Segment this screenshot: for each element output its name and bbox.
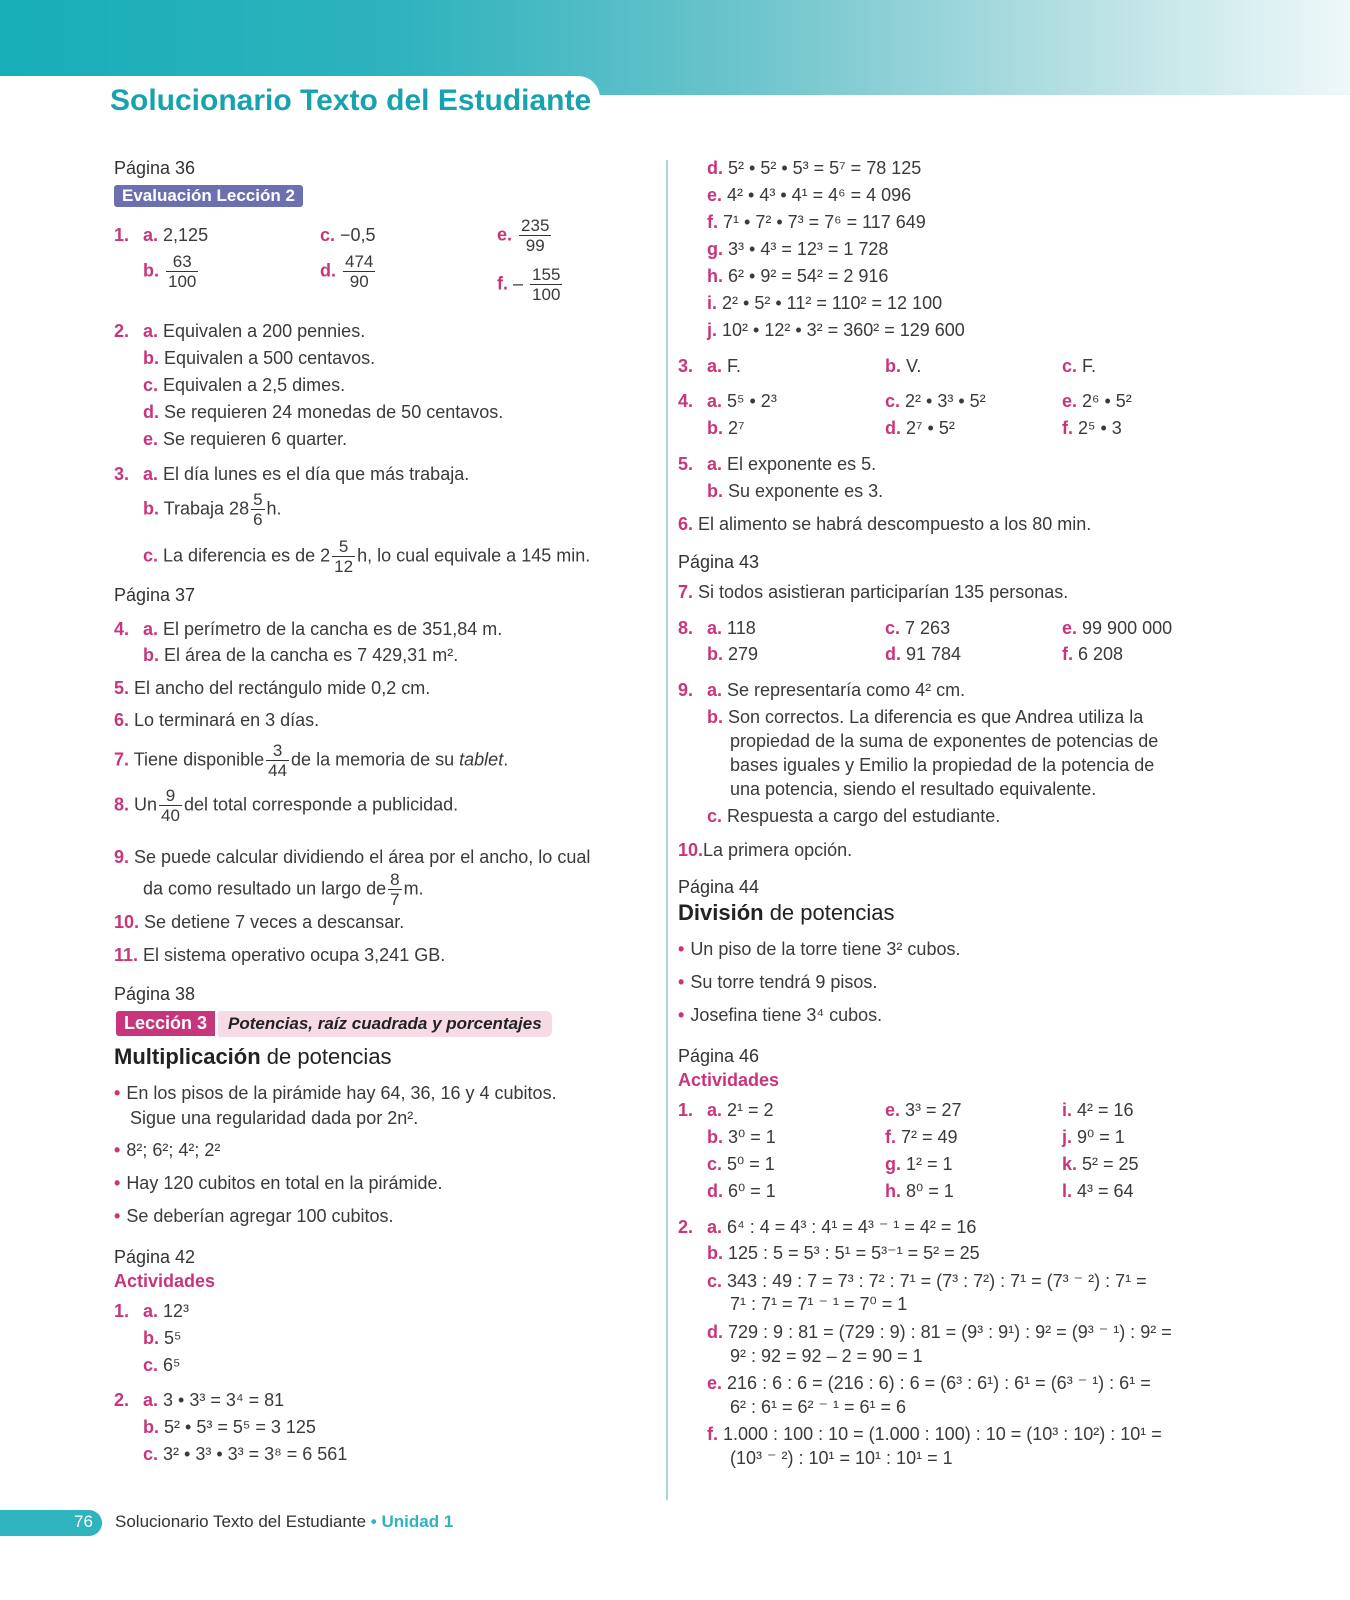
bullet-item: • Se deberían agregar 100 cubitos. [114,1206,394,1226]
r4b: b. 2⁷ [707,418,745,438]
r9b-line: una potencia, siendo el resultado equivalente. [730,779,1097,799]
r8f: f. 6 208 [1062,644,1124,664]
r46-1c: c. 5⁰ = 1 [707,1154,775,1174]
r3b: b. V. [885,356,922,376]
r46-1g: g. 1² = 1 [885,1154,953,1174]
page-label-44: Página 44 [678,877,760,897]
q4a: a. El perímetro de la cancha es de 351,84 m. [143,619,503,639]
r46-2b: b. 125 : 5 = 5³ : 5¹ = 5³⁻¹ = 5² = 25 [707,1243,980,1263]
page-label-46: Página 46 [678,1046,760,1066]
r7: 7. Si todos asistieran participarían 135 personas. [678,582,1069,602]
r46-1i: i. 4² = 16 [1062,1100,1134,1120]
q3b: b. Trabaja 28 $\frac{5}{6}$ h. [143,490,282,529]
r8c: c. 7 263 [885,618,951,638]
r4e: e. 2⁶ • 5² [1062,391,1132,411]
q2d: d. Se requieren 24 monedas de 50 centavos. [143,402,504,422]
bullet-item: • Hay 120 cubitos en total en la pirámide. [114,1173,443,1193]
q-number: 3. [114,464,130,484]
activities-heading: Actividades [678,1070,780,1090]
q-number: 4. [678,391,694,411]
r46-1j: j. 9⁰ = 1 [1062,1127,1125,1147]
lesson-badge: Evaluación Lección 2 [114,185,303,207]
page-number: 76 [74,1512,93,1531]
bullet-item: • Su torre tendrá 9 pisos. [678,972,878,992]
r3c: c. F. [1062,356,1097,376]
r46-2c-line: 7¹ : 7¹ = 7¹ ⁻ ¹ = 7⁰ = 1 [730,1294,908,1314]
q-number: 2. [114,1390,130,1410]
q9-line1: 9. Se puede calcular dividiendo el área por el ancho, lo cual [114,847,591,867]
q-number: 3. [678,356,694,376]
page-label-38: Página 38 [114,984,196,1004]
section-heading-div: División de potencias [678,900,895,925]
r9b-line: bases iguales y Emilio la propiedad de la potencia de [730,755,1155,775]
r5a: a. El exponente es 5. [707,454,877,474]
footer-text: Solucionario Texto del Estudiante • Unidad 1 [115,1512,454,1531]
r46-1b: b. 3⁰ = 1 [707,1127,776,1147]
q-number: 8. [678,618,694,638]
page-label-36: Página 36 [114,158,196,178]
r6: 6. El alimento se habrá descompuesto a los 80 min. [678,514,1092,534]
page-label-37: Página 37 [114,585,196,605]
r2h: h. 6² • 9² = 54² = 2 916 [707,266,889,286]
r46-1k: k. 5² = 25 [1062,1154,1139,1174]
q2b: b. Equivalen a 500 centavos. [143,348,376,368]
q10: 10. Se detiene 7 veces a descansar. [114,912,405,932]
q42-1c: c. 6⁵ [143,1355,181,1375]
r8e: e. 99 900 000 [1062,618,1173,638]
q42-1b: b. 5⁵ [143,1328,182,1348]
q5: 5. El ancho del rectángulo mide 0,2 cm. [114,678,431,698]
r8d: d. 91 784 [885,644,962,664]
r2g: g. 3³ • 4³ = 12³ = 1 728 [707,239,889,259]
r46-2f-line: (10³ ⁻ ²) : 10¹ = 10¹ : 10¹ = 1 [730,1448,953,1468]
bullet-item: • En los pisos de la pirámide hay 64, 36, 16 y 4 cubitos. [114,1083,557,1103]
q1c: c. −0,5 [320,225,376,245]
q-number: 9. [678,680,694,700]
q3c: c. La diferencia es de 2 $\frac{5}{12}$ h, lo cual equivale a 145 min. [143,537,591,576]
r46-1a: a. 2¹ = 2 [707,1100,774,1120]
lesson-3-badge: Lección 3 [116,1011,215,1036]
q-number: 1. [114,1301,130,1321]
r46-2e-line: 6² : 6¹ = 6² ⁻ ¹ = 6¹ = 6 [730,1397,907,1417]
r10: 10.La primera opción. [678,840,853,860]
r2e: e. 4² • 4³ • 4¹ = 4⁶ = 4 096 [707,185,912,205]
q1b: b. $\frac{63}{100}$ [143,252,197,291]
q4b: b. El área de la cancha es 7 429,31 m². [143,645,459,665]
r9b-line: propiedad de la suma de exponentes de potencias de [730,731,1159,751]
r46-1l: l. 4³ = 64 [1062,1181,1134,1201]
q2c: c. Equivalen a 2,5 dimes. [143,375,346,395]
page-label-42: Página 42 [114,1247,196,1267]
r9b: b. Son correctos. La diferencia es que Andrea utiliza la [707,707,1144,727]
r46-1e: e. 3³ = 27 [885,1100,962,1120]
r46-2c: c. 343 : 49 : 7 = 7³ : 7² : 7¹ = (7³ : 7²) : 7¹ = (7³ ⁻ ²) : 7¹ = [707,1271,1147,1291]
q42-2b: b. 5² • 5³ = 5⁵ = 3 125 [143,1417,316,1437]
q6: 6. Lo terminará en 3 días. [114,710,320,730]
r4d: d. 2⁷ • 5² [885,418,955,438]
q-number: 2. [678,1217,694,1237]
lesson-3-title: Potencias, raíz cuadrada y porcentajes [218,1011,552,1037]
q42-2c: c. 3² • 3³ • 3³ = 3⁸ = 6 561 [143,1444,348,1464]
q42-1a: a. 12³ [143,1301,190,1321]
r9c: c. Respuesta a cargo del estudiante. [707,806,1001,826]
q-number: 2. [114,321,130,341]
page-label-43: Página 43 [678,552,760,572]
r2i: i. 2² • 5² • 11² = 110² = 12 100 [707,293,943,313]
column-divider [666,160,668,1500]
q9-line2: da como resultado un largo de $\frac{8}{7}$ m. [143,870,424,909]
r8b: b. 279 [707,644,759,664]
q-number: 1. [678,1100,694,1120]
bullet-item: • Josefina tiene 3⁴ cubos. [678,1005,883,1025]
r46-2d-line: 9² : 92 = 92 – 2 = 90 = 1 [730,1346,923,1366]
q1d: d. $\frac{474}{90}$ [320,252,374,291]
r46-2d: d. 729 : 9 : 81 = (729 : 9) : 81 = (9³ : 9¹) : 9² = (9³ ⁻ ¹) : 9² = [707,1322,1172,1342]
q8: 8. Un $\frac{9}{40}$ del total corresponde a publicidad. [114,786,459,825]
r4a: a. 5⁵ • 2³ [707,391,777,411]
r46-2f: f. 1.000 : 100 : 10 = (1.000 : 100) : 10 = (10³ : 10²) : 10¹ = [707,1424,1162,1444]
q1e: e. $\frac{235}{99}$ [497,216,550,255]
section-heading-mult: Multiplicación de potencias [114,1044,392,1069]
bullet-continuation: Sigue una regularidad dada por 2n². [130,1108,419,1128]
q3a: a. El día lunes es el día que más trabaja. [143,464,470,484]
q1a: a. 2,125 [143,225,209,245]
r46-1d: d. 6⁰ = 1 [707,1181,776,1201]
q1f: f. – $\frac{155}{100}$ [497,265,561,304]
q-number: 4. [114,619,130,639]
r9a: a. Se representaría como 4² cm. [707,680,966,700]
r2j: j. 10² • 12² • 3² = 360² = 129 600 [707,320,965,340]
r46-2a: a. 6⁴ : 4 = 4³ : 4¹ = 4³ ⁻ ¹ = 4² = 16 [707,1217,977,1237]
bullet-item: • 8²; 6²; 4²; 2² [114,1140,221,1160]
r4c: c. 2² • 3³ • 5² [885,391,986,411]
q2e: e. Se requieren 6 quarter. [143,429,348,449]
bullet-item: • Un piso de la torre tiene 3² cubos. [678,939,961,959]
q-number: 5. [678,454,694,474]
r5b: b. Su exponente es 3. [707,481,884,501]
r8a: a. 118 [707,618,756,638]
page-title: Solucionario Texto del Estudiante [110,84,592,117]
r46-2e: e. 216 : 6 : 6 = (216 : 6) : 6 = (6³ : 6¹) : 6¹ = (6³ ⁻ ¹) : 6¹ = [707,1373,1151,1393]
activities-heading: Actividades [114,1271,216,1291]
r46-1h: h. 8⁰ = 1 [885,1181,954,1201]
r46-1f: f. 7² = 49 [885,1127,958,1147]
q2a: a. Equivalen a 200 pennies. [143,321,366,341]
q-number: 1. [114,225,130,245]
r4f: f. 2⁵ • 3 [1062,418,1122,438]
r3a: a. F. [707,356,742,376]
r2f: f. 7¹ • 7² • 7³ = 7⁶ = 117 649 [707,212,926,232]
q42-2a: a. 3 • 3³ = 3⁴ = 81 [143,1390,285,1410]
q11: 11. El sistema operativo ocupa 3,241 GB. [114,945,446,965]
q7: 7. Tiene disponible $\frac{3}{44}$ de la memoria de su tablet. [114,741,509,780]
r2d: d. 5² • 5² • 5³ = 5⁷ = 78 125 [707,158,922,178]
